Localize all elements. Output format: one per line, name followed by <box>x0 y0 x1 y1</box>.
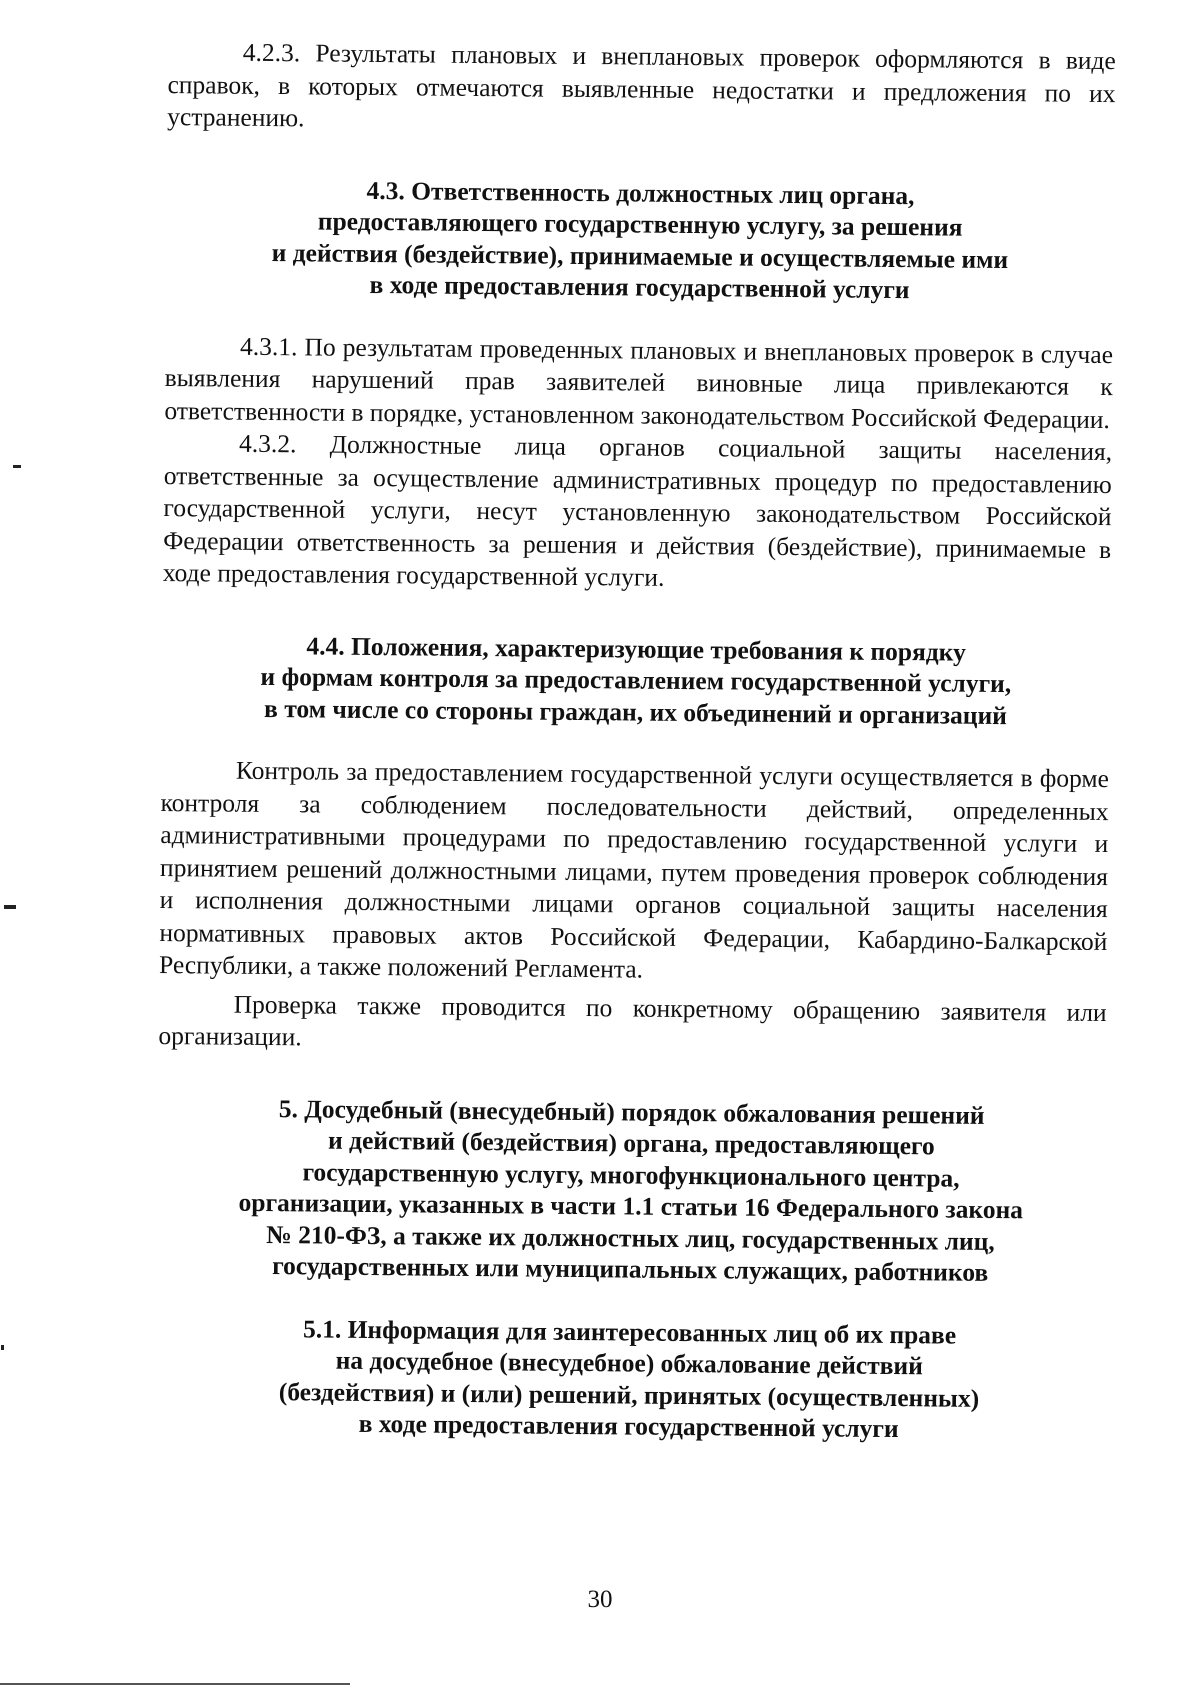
section-heading-4-4 <box>161 628 1110 732</box>
heading-line: государственных или муниципальных служащих, работников <box>272 1251 989 1287</box>
heading-line: и действий (бездействия) органа, предоставляющего <box>327 1125 935 1161</box>
scan-mark <box>4 905 16 909</box>
heading-line: № 210-ФЗ, а также их должностных лиц, государственных лиц, <box>266 1219 995 1256</box>
heading-line: и формам контроля за предоставлением государственной услуги, <box>260 661 1012 699</box>
paragraph-4-4-control: Контроль за предоставлением государственной услуги осуществляется в форме контроля за соблюдением последовательности действий, определенных административными процедурами по предоставлению государственной услуги и принятием решений должностными лицами, путем проведения проверок соблюдения и исполнения должностными лицами органов социальной защиты населения нормативных правовых актов Российской Федерации, Кабардино-Балкарской Республики, а также положений Регламента. <box>158 755 1110 984</box>
heading-line: в ходе предоставления государственной услуги <box>358 1408 899 1444</box>
heading-line: 4.3. Ответственность должностных лиц органа, <box>366 175 915 210</box>
section-heading-5-1 <box>155 1311 1104 1446</box>
heading-line: предоставляющего государственную услугу, за решения <box>317 206 963 242</box>
heading-line: (бездействия) и (или) решений, принятых (осуществленных) <box>278 1376 980 1413</box>
heading-line: в ходе предоставления государственной услуги <box>369 269 910 305</box>
heading-line: 4.4. Положения, характеризующие требования к порядку <box>306 630 967 667</box>
heading-line: 5. Досудебный (внесудебный) порядок обжалования решений <box>278 1093 985 1130</box>
heading-line: на досудебное (внесудебное) обжалование действий <box>335 1345 924 1381</box>
page-number: 30 <box>587 1586 613 1613</box>
section-heading-5 <box>156 1091 1106 1289</box>
document-body <box>155 36 1116 1447</box>
scan-mark <box>1 1345 4 1350</box>
heading-line: 5.1. Информация для заинтересованных лиц об их праве <box>302 1313 957 1350</box>
paragraph-4-4-check: Проверка также проводится по конкретному обращению заявителя или организации. <box>158 989 1107 1052</box>
paragraph-4-2-3: 4.2.3. Результаты плановых и внеплановых проверок оформляются в виде справок, в которых отмечаются выявленные недостатки и предложения по их устранению. <box>167 37 1116 133</box>
paragraph-4-3-1: 4.3.1. По результатам проведенных плановых и внеплановых проверок в случае выявления нарушений прав заявителей виновные лица привлекаются к ответственности в порядке, установленном законодательством Российской Федерации. <box>164 331 1114 434</box>
scan-edge-line <box>0 1683 350 1685</box>
scan-mark <box>13 465 21 468</box>
heading-line: и действия (бездействие), принимаемые и осуществляемые ими <box>271 237 1009 274</box>
heading-line: государственную услугу, многофункционального центра, <box>302 1156 960 1193</box>
section-heading-4-3 <box>165 172 1114 307</box>
paragraph-4-3-2: 4.3.2. Должностные лица органов социальной защиты населения, ответственные за осуществление административных процедур по предоставлению государственной услуги, несут установленную законодательством Российской Федерации ответственность за решения и действия (бездействие), принимаемые в ходе предоставления государственной услуги. <box>162 428 1113 592</box>
heading-line: организации, указанных в части 1.1 статьи 16 Федерального закона <box>238 1187 1024 1225</box>
heading-line: в том числе со стороны граждан, их объединений и организаций <box>264 693 1008 730</box>
